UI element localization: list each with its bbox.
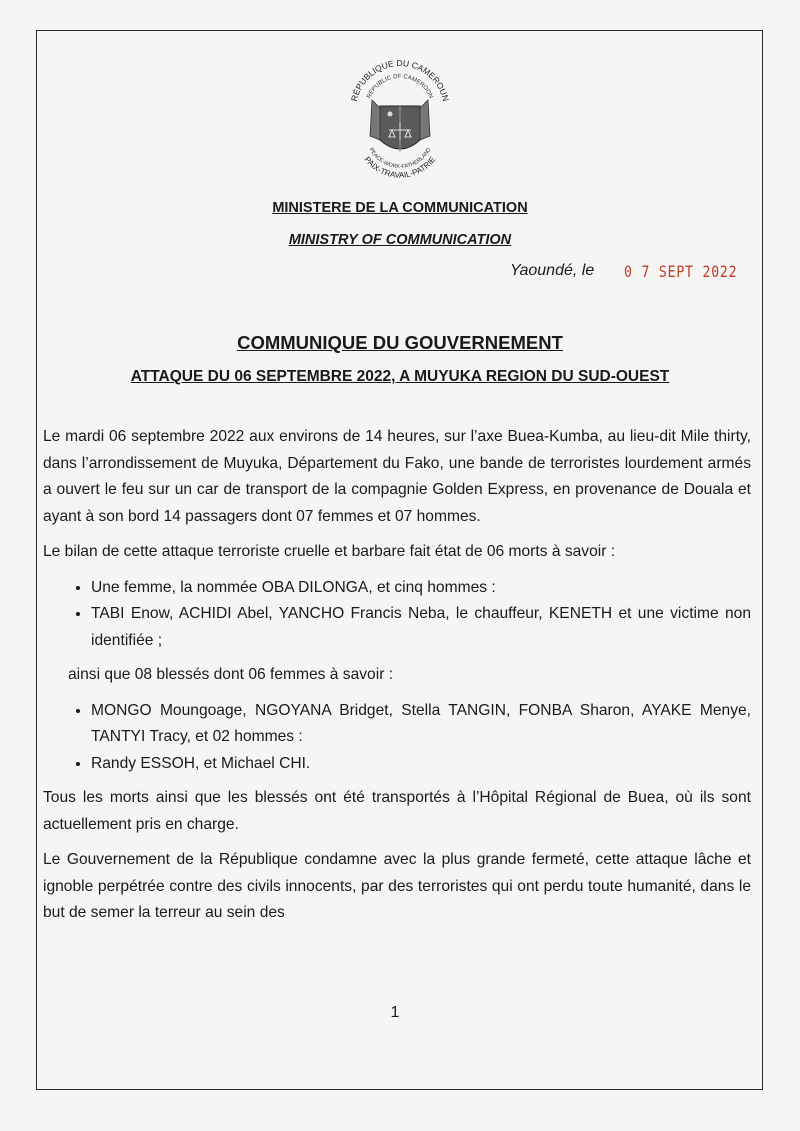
ministry-name-en: MINISTRY OF COMMUNICATION: [288, 232, 512, 248]
list-item: • Une femme, la nommée OBA DILONGA, et cinq hommes :: [91, 575, 751, 602]
paragraph-4: Tous les morts ainsi que les blessés ont été transportés à l’Hôpital Régional de Buea, où ils sont actuellement pris en charge.: [43, 789, 751, 833]
document-title: COMMUNIQUE DU GOUVERNEMENT: [237, 332, 563, 353]
dead-list: [43, 575, 751, 655]
coat-of-arms-seal: [342, 40, 458, 190]
paragraph-5: Le Gouvernement de la République condamne avec la plus grande fermeté, cette attaque lâche et ignoble perpétrée contre des civils innocents, par des terroristes qui ont perdu toute humanité, dans le but de semer la terreur au sein des: [43, 851, 751, 921]
seal-motto-en-text: PEACE-WORK-FATHERLAND: [367, 147, 433, 171]
list-item: • TABI Enow, ACHIDI Abel, YANCHO Francis Neba, le chauffeur, KENETH et une victime non identifiée ;: [91, 601, 751, 654]
dateline: Yaoundé, le: [510, 262, 595, 279]
document-subtitle: ATTAQUE DU 06 SEPTEMBRE 2022, A MUYUKA REGION DU SUD-OUEST: [130, 368, 670, 385]
list-item: • MONGO Moungoage, NGOYANA Bridget, Stella TANGIN, FONBA Sharon, AYAKE Menye, TANTYI Tracy, et 02 hommes :: [91, 698, 751, 751]
date-stamp: 0 7 SEPT 2022: [624, 262, 738, 281]
paragraph-3: ainsi que 08 blessés dont 06 femmes à savoir :: [68, 666, 394, 683]
page-number: 1: [390, 1004, 400, 1021]
injured-list: [43, 698, 751, 778]
seal-arc-inner-text: REPUBLIC OF CAMEROON: [366, 73, 434, 100]
seal-arc-top-text: RÉPUBLIQUE DU CAMEROUN: [348, 57, 452, 103]
paragraph-2: Le bilan de cette attaque terroriste cruelle et barbare fait état de 06 morts à savoir :: [43, 543, 616, 560]
document-body: [43, 424, 751, 936]
list-item: • Randy ESSOH, et Michael CHI.: [91, 751, 751, 778]
seal-motto-fr-text: PAIX-TRAVAIL-PATRIE: [362, 155, 438, 180]
ministry-name-fr: MINISTERE DE LA COMMUNICATION: [272, 200, 528, 216]
paragraph-1: Le mardi 06 septembre 2022 aux environs de 14 heures, sur l’axe Buea-Kumba, au lieu-dit Mile thirty, dans l’arrondissement de Muyuka, Département du Fako, une bande de terroristes lourdement armés a ouvert le feu sur un car de transport de la compagnie Golden Express, en provenance de Douala et ayant à son bord 14 passagers dont 07 femmes et 07 hommes.: [43, 428, 751, 525]
